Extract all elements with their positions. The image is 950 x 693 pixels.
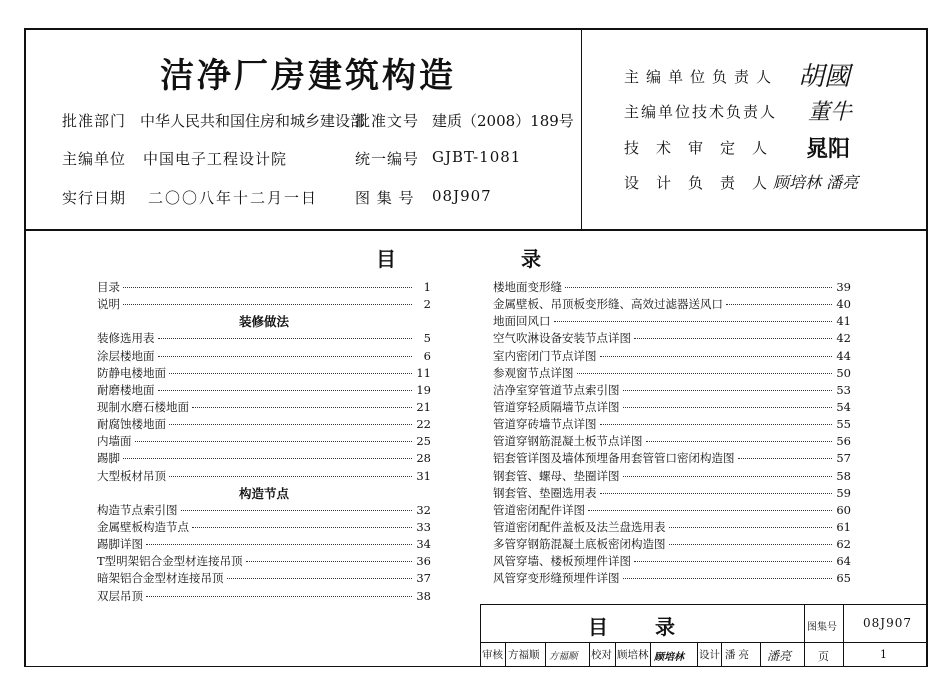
toc-entry-page: 64 — [836, 554, 851, 569]
reviewer-signature: 方福顺 — [549, 651, 578, 662]
design-label: 设计 — [699, 649, 720, 661]
toc-entry[interactable] — [97, 416, 431, 433]
toc-entry-page: 58 — [836, 468, 851, 483]
toc-leader-dots — [600, 493, 833, 494]
toc-entry[interactable] — [97, 433, 431, 450]
toc-entry-page: 62 — [836, 537, 851, 552]
toc-leader-dots — [181, 510, 413, 511]
toc-leader-dots — [634, 338, 832, 339]
toc-entry[interactable] — [493, 570, 851, 587]
toc-entry-page: 53 — [836, 382, 851, 397]
frame-right — [926, 28, 928, 667]
toc-leader-dots — [227, 578, 413, 579]
toc-entry-title: 说明 — [97, 297, 120, 312]
titleblock-sep-8 — [760, 642, 761, 666]
toc-leader-dots — [123, 304, 412, 305]
toc-entry-page: 44 — [836, 348, 851, 363]
approval-department-value: 中华人民共和国住房和城乡建设部 — [140, 112, 366, 130]
toc-entry-title: 装修选用表 — [97, 331, 155, 346]
titleblock-sep-3 — [589, 642, 590, 666]
reviewer-name: 方福顺 — [508, 649, 540, 661]
publication-title: 洁净厂房建筑构造 — [160, 56, 456, 96]
toc-entry-page: 41 — [836, 314, 851, 329]
toc-entry-page: 11 — [416, 365, 431, 380]
technical-reviewer-signature: 晁阳 — [806, 137, 851, 162]
toc-entry-page: 21 — [416, 399, 431, 414]
toc-entry-page: 6 — [423, 348, 431, 363]
design-head-signature: 顾培林 潘亮 — [773, 173, 859, 192]
toc-leader-dots — [146, 544, 412, 545]
toc-entry[interactable] — [97, 296, 431, 313]
chief-unit-label: 主编单位 — [62, 150, 127, 168]
toc-entry-page: 1 — [423, 280, 431, 294]
toc-entry[interactable] — [97, 536, 431, 553]
toc-entry[interactable] — [97, 450, 431, 467]
toc-leader-dots — [158, 338, 413, 339]
toc-entry-title: 踢脚详图 — [97, 537, 143, 552]
toc-leader-dots — [646, 441, 833, 442]
toc-entry-title: 参观窗节点详图 — [493, 365, 574, 380]
toc-leader-dots — [623, 407, 833, 408]
toc-entry-title: 管道穿砖墙节点详图 — [493, 417, 597, 432]
titleblock-sep-5 — [650, 642, 651, 666]
toc-entry-page: 25 — [416, 434, 431, 449]
page-number-cell: 1 — [880, 648, 887, 661]
review-label: 审核 — [482, 649, 503, 661]
titleblock-sep-7 — [721, 642, 722, 666]
toc-left-column — [97, 279, 431, 605]
toc-entry-title: 风管穿变形缝预埋件详图 — [493, 571, 620, 586]
titleblock-left — [480, 604, 481, 666]
toc-entry[interactable] — [493, 536, 851, 553]
toc-entry[interactable] — [493, 502, 851, 519]
toc-entry[interactable] — [493, 348, 851, 365]
toc-entry-title: 防静电楼地面 — [97, 365, 166, 380]
toc-right-column — [493, 279, 851, 588]
toc-leader-dots — [123, 287, 412, 288]
technical-reviewer-label: 技术审定人 — [624, 139, 785, 157]
approval-number-label: 批准文号 — [355, 112, 420, 130]
toc-entry-title: 洁净室穿管道节点索引图 — [493, 382, 620, 397]
toc-entry-title: 现制水磨石楼地面 — [97, 399, 189, 414]
toc-entry-page: 39 — [836, 280, 851, 294]
toc-entry-page: 61 — [836, 519, 851, 534]
atlas-number-label: 图 集 号 — [355, 189, 415, 207]
toc-entry-page: 56 — [836, 434, 851, 449]
toc-leader-dots — [158, 390, 413, 391]
frame-left — [24, 28, 26, 667]
toc-entry-page: 32 — [416, 502, 431, 517]
toc-entry-title: 涂层楼地面 — [97, 348, 155, 363]
titleblock-sep-4 — [615, 642, 616, 666]
toc-entry-title: 风管穿墙、楼板预埋件详图 — [493, 554, 631, 569]
check-label: 校对 — [591, 649, 612, 661]
toc-entry[interactable] — [97, 502, 431, 519]
toc-entry-title: 暗架铝合金型材连接吊顶 — [97, 571, 224, 586]
toc-entry-title: 管道密闭配件详图 — [493, 502, 585, 517]
titleblock-sep-2 — [545, 642, 546, 666]
approval-department-label: 批准部门 — [62, 112, 127, 130]
toc-heading-left: 目 — [376, 247, 398, 271]
header-divider — [24, 229, 928, 231]
toc-entry-title: 耐腐蚀楼地面 — [97, 417, 166, 432]
toc-entry-page: 54 — [836, 399, 851, 414]
toc-entry-title: 空气吹淋设备安装节点详图 — [493, 331, 631, 346]
toc-entry-page: 40 — [836, 297, 851, 312]
toc-entry-title: 构造节点索引图 — [97, 502, 178, 517]
toc-entry[interactable] — [493, 313, 851, 330]
toc-entry-page: 37 — [416, 571, 431, 586]
titleblock-sep-6 — [697, 642, 698, 666]
toc-leader-dots — [135, 441, 413, 442]
toc-leader-dots — [123, 458, 412, 459]
toc-leader-dots — [192, 407, 412, 408]
toc-entry-title: 管道密闭配件盖板及法兰盘选用表 — [493, 519, 666, 534]
unified-number-label: 统一编号 — [355, 150, 420, 168]
toc-entry-title: 铝套管详图及墙体预埋备用套管管口密闭构造图 — [493, 451, 735, 466]
toc-entry[interactable] — [493, 279, 851, 296]
toc-entry[interactable] — [97, 519, 431, 536]
toc-entry-title: 金属壁板构造节点 — [97, 519, 189, 534]
toc-entry-title: 内墙面 — [97, 434, 132, 449]
atlas-number-cell: 08J907 — [863, 616, 912, 630]
toc-entry-title: 踢脚 — [97, 451, 120, 466]
toc-leader-dots — [634, 561, 832, 562]
toc-entry[interactable] — [97, 588, 431, 605]
titleblock-atlas-col — [804, 604, 805, 666]
toc-section-heading: 装修做法 — [238, 314, 289, 330]
toc-entry[interactable] — [493, 365, 851, 382]
toc-leader-dots — [726, 304, 832, 305]
toc-leader-dots — [738, 458, 833, 459]
toc-leader-dots — [623, 476, 833, 477]
designer-signature: 潘亮 — [767, 649, 792, 663]
toc-entry-title: 金属壁板、吊顶板变形缝、高效过滤器送风口 — [493, 297, 723, 312]
toc-entry-title: 楼地面变形缝 — [493, 280, 562, 294]
toc-leader-dots — [577, 373, 833, 374]
toc-entry-page: 2 — [423, 297, 431, 312]
toc-entry[interactable] — [97, 382, 431, 399]
toc-leader-dots — [158, 356, 413, 357]
toc-entry-title: 钢套管、垫圈选用表 — [493, 485, 597, 500]
toc-entry[interactable] — [97, 399, 431, 416]
checker-signature: 顾培林 — [654, 652, 684, 663]
toc-leader-dots — [588, 510, 832, 511]
chief-unit-value: 中国电子工程设计院 — [143, 150, 288, 168]
toc-leader-dots — [146, 596, 412, 597]
designer-name: 潘亮 — [725, 649, 752, 661]
effective-date-label: 实行日期 — [62, 189, 127, 207]
toc-entry-page: 42 — [836, 331, 851, 346]
design-head-label: 设计负责人 — [624, 174, 785, 192]
toc-leader-dots — [600, 424, 833, 425]
toc-entry[interactable] — [97, 348, 431, 365]
toc-leader-dots — [169, 373, 412, 374]
toc-entry-title: 管道穿轻质隔墙节点详图 — [493, 399, 620, 414]
unified-number-value: GJBT-1081 — [432, 148, 522, 166]
toc-entry[interactable] — [97, 279, 431, 296]
toc-entry[interactable] — [493, 519, 851, 536]
toc-entry-title: 目录 — [97, 280, 120, 294]
toc-entry-page: 28 — [416, 451, 431, 466]
toc-entry[interactable] — [493, 330, 851, 347]
toc-leader-dots — [169, 476, 412, 477]
frame-bottom — [24, 666, 928, 667]
toc-entry[interactable] — [493, 468, 851, 485]
toc-entry-title: 双层吊顶 — [97, 588, 143, 603]
header-vertical-divider — [581, 28, 582, 230]
toc-heading-right: 录 — [521, 247, 543, 271]
toc-entry-page: 31 — [416, 468, 431, 483]
toc-leader-dots — [192, 527, 412, 528]
toc-leader-dots — [623, 578, 833, 579]
toc-leader-dots — [669, 527, 833, 528]
toc-entry-title: 管道穿钢筋混凝土板节点详图 — [493, 434, 643, 449]
toc-entry[interactable] — [493, 433, 851, 450]
toc-entry[interactable] — [493, 399, 851, 416]
toc-entry-page: 59 — [836, 485, 851, 500]
frame-top — [24, 28, 928, 30]
toc-entry-title: 耐磨楼地面 — [97, 382, 155, 397]
toc-leader-dots — [246, 561, 412, 562]
toc-entry[interactable] — [493, 296, 851, 313]
toc-entry-page: 38 — [416, 588, 431, 603]
toc-entry-title: 大型板材吊顶 — [97, 468, 166, 483]
chief-unit-tech-head-label: 主编单位技术负责人 — [624, 103, 778, 121]
toc-section-heading: 构造节点 — [238, 485, 289, 501]
toc-leader-dots — [169, 424, 412, 425]
toc-leader-dots — [669, 544, 833, 545]
atlas-number-label-cell: 图集号 — [807, 622, 837, 633]
toc-entry[interactable] — [493, 382, 851, 399]
toc-entry[interactable] — [97, 570, 431, 587]
toc-entry-page: 19 — [416, 382, 431, 397]
toc-entry-page: 5 — [423, 331, 431, 346]
toc-leader-dots — [623, 390, 833, 391]
toc-entry-page: 34 — [416, 537, 431, 552]
toc-leader-dots — [600, 356, 833, 357]
toc-entry[interactable] — [493, 416, 851, 433]
toc-entry-title: T型明架铝合金型材连接吊顶 — [97, 554, 243, 569]
chief-unit-tech-head-signature: 董牛 — [808, 100, 853, 125]
toc-entry-title: 地面回风口 — [493, 314, 551, 329]
toc-leader-dots — [565, 287, 832, 288]
toc-entry[interactable] — [97, 553, 431, 570]
toc-entry-page: 36 — [416, 554, 431, 569]
toc-entry-page: 65 — [836, 571, 851, 586]
toc-entry[interactable] — [493, 553, 851, 570]
atlas-number-value: 08J907 — [432, 187, 492, 205]
effective-date-value: 二〇〇八年十二月一日 — [148, 189, 319, 207]
checker-name: 顾培林 — [617, 649, 649, 661]
toc-entry[interactable] — [97, 365, 431, 382]
titleblock-atlas-col2 — [843, 604, 844, 666]
toc-entry[interactable] — [493, 485, 851, 502]
toc-entry-page: 50 — [836, 365, 851, 380]
chief-unit-head-signature: 胡國 — [798, 62, 851, 92]
toc-entry[interactable] — [97, 330, 431, 347]
toc-leader-dots — [554, 321, 833, 322]
titleblock-title-right: 录 — [655, 615, 675, 639]
toc-entry-title: 多管穿钢筋混凝土底板密闭构造图 — [493, 537, 666, 552]
titleblock-mid-rule — [480, 642, 927, 643]
toc-entry-title: 室内密闭门节点详图 — [493, 348, 597, 363]
toc-entry[interactable] — [493, 450, 851, 467]
toc-entry-title: 钢套管、螺母、垫圈详图 — [493, 468, 620, 483]
approval-number-value: 建质（2008）189号 — [432, 112, 574, 130]
toc-entry-page: 60 — [836, 502, 851, 517]
titleblock-top — [480, 604, 927, 605]
toc-entry-page: 33 — [416, 519, 431, 534]
chief-unit-head-label: 主编单位负责人 — [624, 68, 779, 86]
toc-entry-page: 57 — [836, 451, 851, 466]
toc-entry[interactable] — [97, 468, 431, 485]
toc-entry-page: 22 — [416, 417, 431, 432]
page-label-cell: 页 — [818, 650, 829, 663]
titleblock-sep-1 — [505, 642, 506, 666]
toc-entry-page: 55 — [836, 417, 851, 432]
titleblock-title-left: 目 — [588, 615, 608, 639]
